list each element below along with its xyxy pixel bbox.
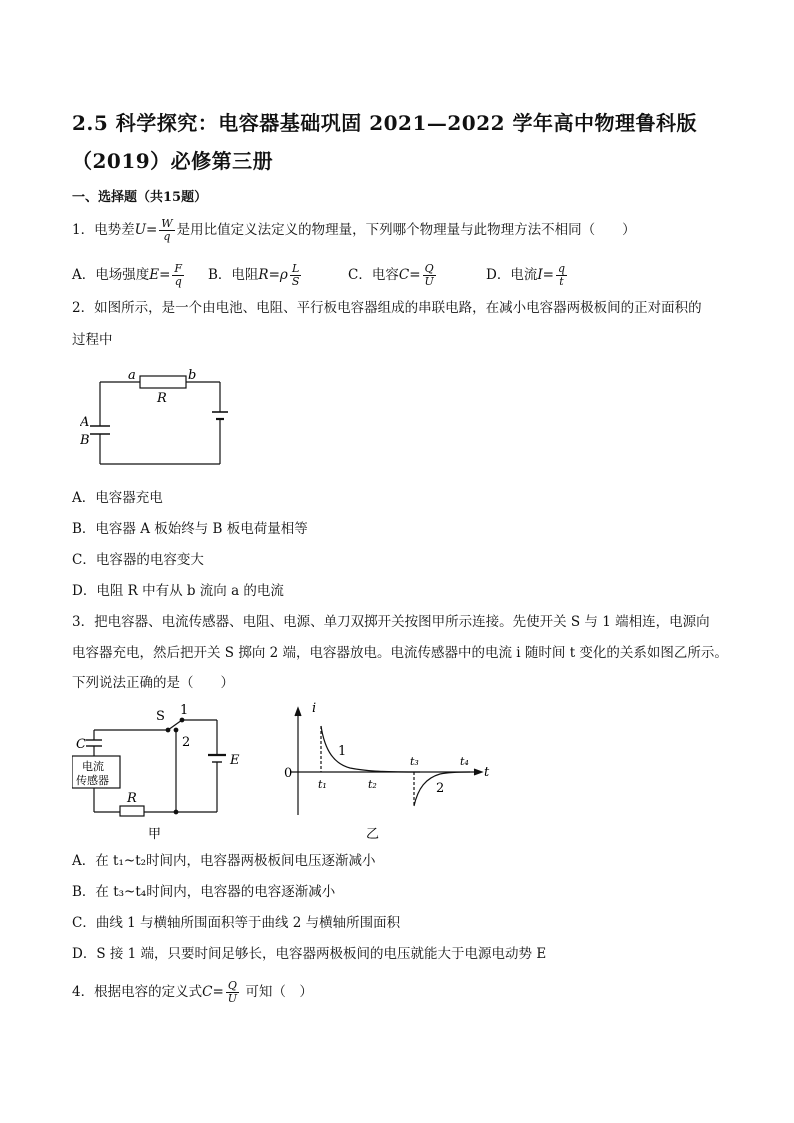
q1-suffix: 是用比值定义法定义的物理量，下列哪个物理量与此物理方法不相同（ ） [176,222,636,238]
sensor-label-1: 电流 [82,760,104,773]
q3-circuit-figure [72,700,252,845]
label-emf-e: E [230,753,240,768]
q2-option-d[interactable]: D．电阻 R 中有从 b 流向 a 的电流 [72,583,284,599]
question-3-line-1: 3．把电容器、电流传感器、电阻、电源、单刀双掷开关按图甲所示连接。先使开关 S 与 1 端相连，电源向 [72,614,710,630]
question-4: 4．根据电容的定义式C= $\frac{Q}{U}$ 可知（ ） [72,979,313,1005]
q3-option-c[interactable]: C．曲线 1 与横轴所围面积等于曲线 2 与横轴所围面积 [72,915,401,931]
q4-fraction: $\frac{Q}{U}$ [227,979,238,1005]
tick-label-t2: t₂ [368,778,377,791]
question-1: 1．电势差U= $\frac{W}{q}$ 是用比值定义法定义的物理量，下列哪个物理量与此物理方法不相同（ ） [72,217,636,243]
figure-caption-yi: 乙 [366,827,380,842]
question-3-line-3: 下列说法正确的是（ ） [72,675,234,691]
document-title [72,104,732,180]
label-capacitor-c: C [76,737,86,752]
label-terminal-2: 2 [182,735,191,750]
figure-caption-jia: 甲 [148,827,162,842]
curve-1 [321,726,420,772]
label-r: R [157,391,167,406]
q1-prefix: 1．电势差 [72,222,135,238]
q1-formula-lhs: U [134,222,146,238]
label-plate-a: A [80,415,90,430]
resistor-r [140,376,186,388]
q3-option-d[interactable]: D．S 接 1 端，只要时间足够长，电容器两极板间的电压就能大于电源电动势 E [72,946,547,962]
question-2-line-1: 2．如图所示，是一个由电池、电阻、平行板电容器组成的串联电路，在减小电容器两极板间的正对面积的 [72,300,702,316]
label-resistor-r: R [127,791,137,806]
q2-option-a[interactable]: A．电容器充电 [72,490,163,506]
sensor-label-2: 传感器 [76,774,109,787]
tick-label-t3: t₃ [410,755,419,768]
q3-option-a[interactable]: A．在 t₁~t₂时间内，电容器两极板间电压逐渐减小 [72,853,376,869]
q2-circuit-figure [80,362,240,472]
section-heading: 一、选择题（共15题） [72,190,208,205]
label-switch-s: S [156,709,165,724]
q1-option-c[interactable]: C．电容C= $\frac{Q}{U}$ [348,262,434,288]
q1-option-a[interactable]: A．电场强度E= $\frac{F}{q}$ [72,262,183,288]
axis-label-t: t [484,765,490,780]
tick-label-t4: t₄ [460,755,469,768]
title-line-1: 2.5 科学探究：电容器基础巩固 2021—2022 学年高中物理鲁科版 [72,111,698,135]
q2-option-b[interactable]: B．电容器 A 板始终与 B 板电荷量相等 [72,521,308,537]
tick-label-t1: t₁ [318,778,327,791]
q2-option-c[interactable]: C．电容器的电容变大 [72,552,204,568]
q1-fraction: $\frac{W}{q}$ [161,217,173,243]
label-terminal-1: 1 [180,703,189,718]
q1-option-b[interactable]: B．电阻R=ρ $\frac{L}{S}$ [208,262,300,288]
title-line-2: （2019）必修第三册 [72,149,274,173]
q3-option-b[interactable]: B．在 t₃~t₄时间内，电容器的电容逐渐减小 [72,884,336,900]
axis-label-i: i [312,701,317,716]
q1-option-d[interactable]: D．电流I= $\frac{q}{t}$ [486,262,566,288]
curve-2-label: 2 [436,781,445,796]
label-plate-b: B [80,433,90,448]
curve-1-label: 1 [338,744,347,759]
label-b: b [188,368,197,383]
question-3-line-2: 电容器充电，然后把开关 S 掷向 2 端，电容器放电。电流传感器中的电流 i 随时间 t 变化的关系如图乙所示。 [72,645,728,661]
question-2-line-2: 过程中 [72,332,113,348]
label-a: a [128,368,136,383]
q3-current-time-graph [280,700,495,845]
origin-label: 0 [284,766,293,781]
